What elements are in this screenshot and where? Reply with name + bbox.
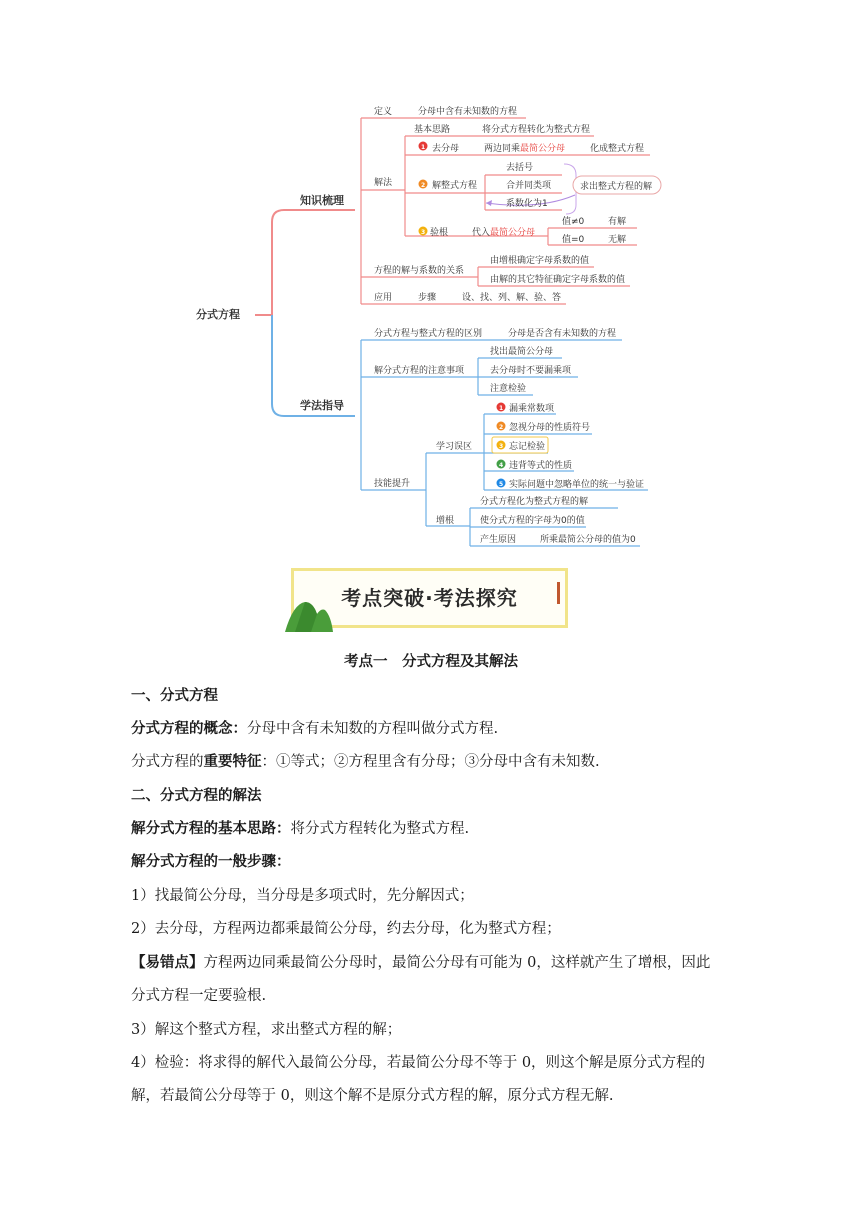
part2-heading: 二、分式方程的解法 — [131, 787, 262, 804]
step1-paragraph: 1）找最简公分母，当分母是多项式时，先分解因式； — [131, 888, 474, 904]
case1-cond: 值≠0 — [562, 217, 585, 227]
application-steps: 设、找、列、解、验、答 — [462, 293, 562, 303]
step2-paragraph: 2）去分母，方程两边都乘最简公分母，约去分母，化为整式方程； — [131, 921, 561, 937]
step3-num: 3 — [421, 229, 426, 236]
step2-num: 2 — [421, 182, 426, 189]
feature-text: ：①等式；②方程里含有分母；③分母中含有未知数. — [261, 754, 600, 770]
case2-cond: 值=0 — [562, 235, 585, 245]
branch-method-guide: 学法指导 — [300, 399, 344, 412]
step1-text-b: 最简公分母 — [520, 144, 566, 154]
step2-sub-1: 去括号 — [506, 163, 534, 173]
mistake4-text: 违背等式的性质 — [509, 461, 573, 471]
banner-title: 考点突破·考法探究 — [341, 586, 518, 610]
definition-text: 分母中含有未知数的方程 — [418, 107, 518, 117]
basic-idea-text: 将分式方程转化为整式方程 — [482, 125, 591, 135]
tip-text-2: 分式方程一定要验根. — [131, 988, 267, 1004]
extraneous-cause-label: 产生原因 — [480, 535, 517, 545]
extraneous-item-2: 使分式方程的字母为0的值 — [480, 516, 585, 526]
step3-text-a: 代入 — [472, 228, 491, 238]
step2-sub-2: 合并同类项 — [506, 181, 552, 191]
skills-label: 技能提升 — [374, 479, 411, 489]
feature-paragraph — [131, 752, 731, 772]
step4-line-2: 解，若最简公分母等于 0，则这个解不是原分式方程的解，原分式方程无解. — [131, 1088, 614, 1104]
step1-text-a: 两边同乘 — [484, 144, 521, 154]
step3-label: 验根 — [430, 228, 449, 238]
tip-text-1: 方程两边同乘最简公分母时，最简公分母有可能为 0，这样就产生了增根，因此 — [203, 955, 711, 971]
step2-sub-3: 系数化为1 — [506, 199, 548, 209]
notes-item-3: 注意检验 — [490, 384, 527, 394]
concept-label: 分式方程的概念： — [131, 720, 247, 737]
mistake3-num: 3 — [499, 443, 504, 450]
idea-paragraph — [131, 819, 731, 839]
application-step-label: 步骤 — [418, 293, 437, 303]
relation-label: 方程的解与系数的关系 — [374, 266, 465, 276]
step4-line-1: 4）检验：将求得的解代入最简公分母，若最简公分母不等于 0，则这个解是原分式方程的 — [131, 1055, 706, 1071]
difference-text: 分母是否含有未知数的方程 — [508, 329, 617, 339]
notes-item-1: 找出最简公分母 — [490, 347, 554, 357]
extraneous-cause: 所乘最简公分母的值为0 — [540, 535, 636, 545]
tip-paragraph — [131, 953, 731, 973]
mistake4-num: 4 — [499, 462, 504, 469]
notes-label: 解分式方程的注意事项 — [374, 366, 465, 376]
section-banner — [291, 568, 568, 628]
case2-result: 无解 — [608, 235, 627, 245]
mind-map — [0, 0, 860, 560]
section-title: 考点一 分式方程及其解法 — [344, 653, 518, 670]
part1-heading: 一、分式方程 — [131, 687, 218, 704]
tip-label: 【易错点】 — [131, 954, 204, 971]
basic-idea-label: 基本思路 — [414, 125, 451, 135]
mistake2-text: 忽视分母的性质符号 — [509, 423, 591, 433]
relation-item-2: 由解的其它特征确定字母系数的值 — [490, 275, 626, 285]
step3-text-b: 最简公分母 — [490, 228, 536, 238]
step1-result: 化成整式方程 — [590, 144, 645, 154]
difference-label: 分式方程与整式方程的区别 — [374, 329, 483, 339]
mistake1-num: 1 — [499, 405, 504, 412]
mistake2-num: 2 — [499, 424, 504, 431]
mistake1-text: 漏乘常数项 — [509, 404, 555, 414]
concept-text: 分母中含有未知数的方程叫做分式方程. — [247, 721, 499, 737]
step3-paragraph: 3）解这个整式方程，求出整式方程的解； — [131, 1022, 402, 1038]
notes-item-2: 去分母时不要漏乘项 — [490, 366, 572, 376]
method-label: 解法 — [374, 178, 393, 188]
mistake5-num: 5 — [499, 481, 504, 488]
case1-result: 有解 — [608, 217, 627, 227]
idea-text: 将分式方程转化为整式方程. — [290, 821, 470, 837]
application-label: 应用 — [374, 293, 393, 303]
step1-label: 去分母 — [432, 144, 460, 154]
definition-label: 定义 — [374, 107, 393, 117]
mistake3-text: 忘记检验 — [509, 442, 546, 452]
branch-knowledge: 知识梳理 — [300, 194, 344, 207]
step2-label: 解整式方程 — [432, 181, 478, 191]
concept-paragraph — [131, 719, 731, 739]
extraneous-item-1: 分式方程化为整式方程的解 — [480, 497, 589, 507]
mindmap-root: 分式方程 — [196, 308, 240, 321]
step1-num: 1 — [421, 144, 426, 151]
steps-label: 解分式方程的一般步骤： — [131, 853, 291, 870]
relation-item-1: 由增根确定字母系数的值 — [490, 256, 590, 266]
mistake5-text: 实际问题中忽略单位的统一与验证 — [509, 480, 645, 490]
mistakes-label: 学习误区 — [436, 442, 473, 452]
idea-label: 解分式方程的基本思路： — [131, 820, 291, 837]
extraneous-label: 增根 — [436, 516, 455, 526]
feature-pre: 分式方程的 — [131, 754, 204, 770]
feature-label: 重要特征 — [203, 753, 262, 770]
step2-note: 求出整式方程的解 — [580, 182, 653, 192]
